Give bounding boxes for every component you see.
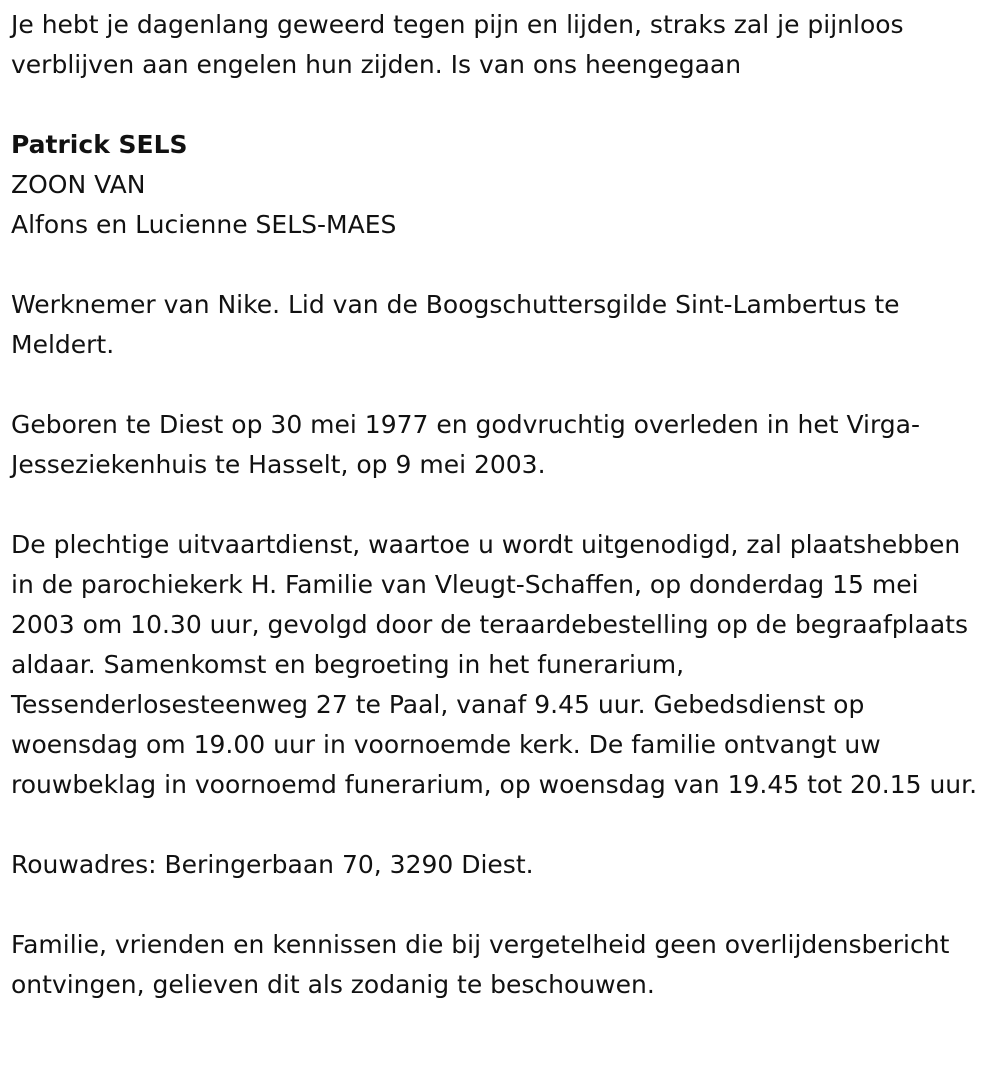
parents-names: Alfons en Lucienne SELS-MAES — [11, 210, 397, 239]
closing-paragraph: Familie, vrienden en kennissen die bij vergetelheid geen overlijdensbericht ontvingen, gelieven dit als zodanig te beschouwen. — [11, 930, 950, 999]
occupation-paragraph: Werknemer van Nike. Lid van de Boogschuttersgilde Sint-Lambertus te Meldert. — [11, 290, 900, 359]
funeral-paragraph: De plechtige uitvaartdienst, waartoe u wordt uitgenodigd, zal plaatshebben in de parochiekerk H. Familie van Vleugt-Schaffen, op donderdag 15 mei 2003 om 10.30 uur, gevolgd door de teraardebestelling op de begraafplaats aldaar. Samenkomst en begroeting in het funerarium, Tessenderlosesteenweg 27 te Paal, vanaf 9.45 uur. Gebedsdienst op woensdag om 19.00 uur in voornoemde kerk. De familie ontvangt uw rouwbeklag in voornoemd funerarium, op woensdag van 19.45 tot 20.15 uur. — [11, 530, 978, 799]
mourning-address: Rouwadres: Beringerbaan 70, 3290 Diest. — [11, 850, 534, 879]
deceased-name: Patrick SELS — [11, 130, 188, 159]
relation-label: ZOON VAN — [11, 170, 146, 199]
intro-verse: Je hebt je dagenlang geweerd tegen pijn en lijden, straks zal je pijnloos verblijven aan engelen hun zijden. Is van ons heengegaan — [11, 10, 904, 79]
birth-death-paragraph: Geboren te Diest op 30 mei 1977 en godvruchtig overleden in het Virga-Jesseziekenhuis te Hasselt, op 9 mei 2003. — [11, 410, 921, 479]
